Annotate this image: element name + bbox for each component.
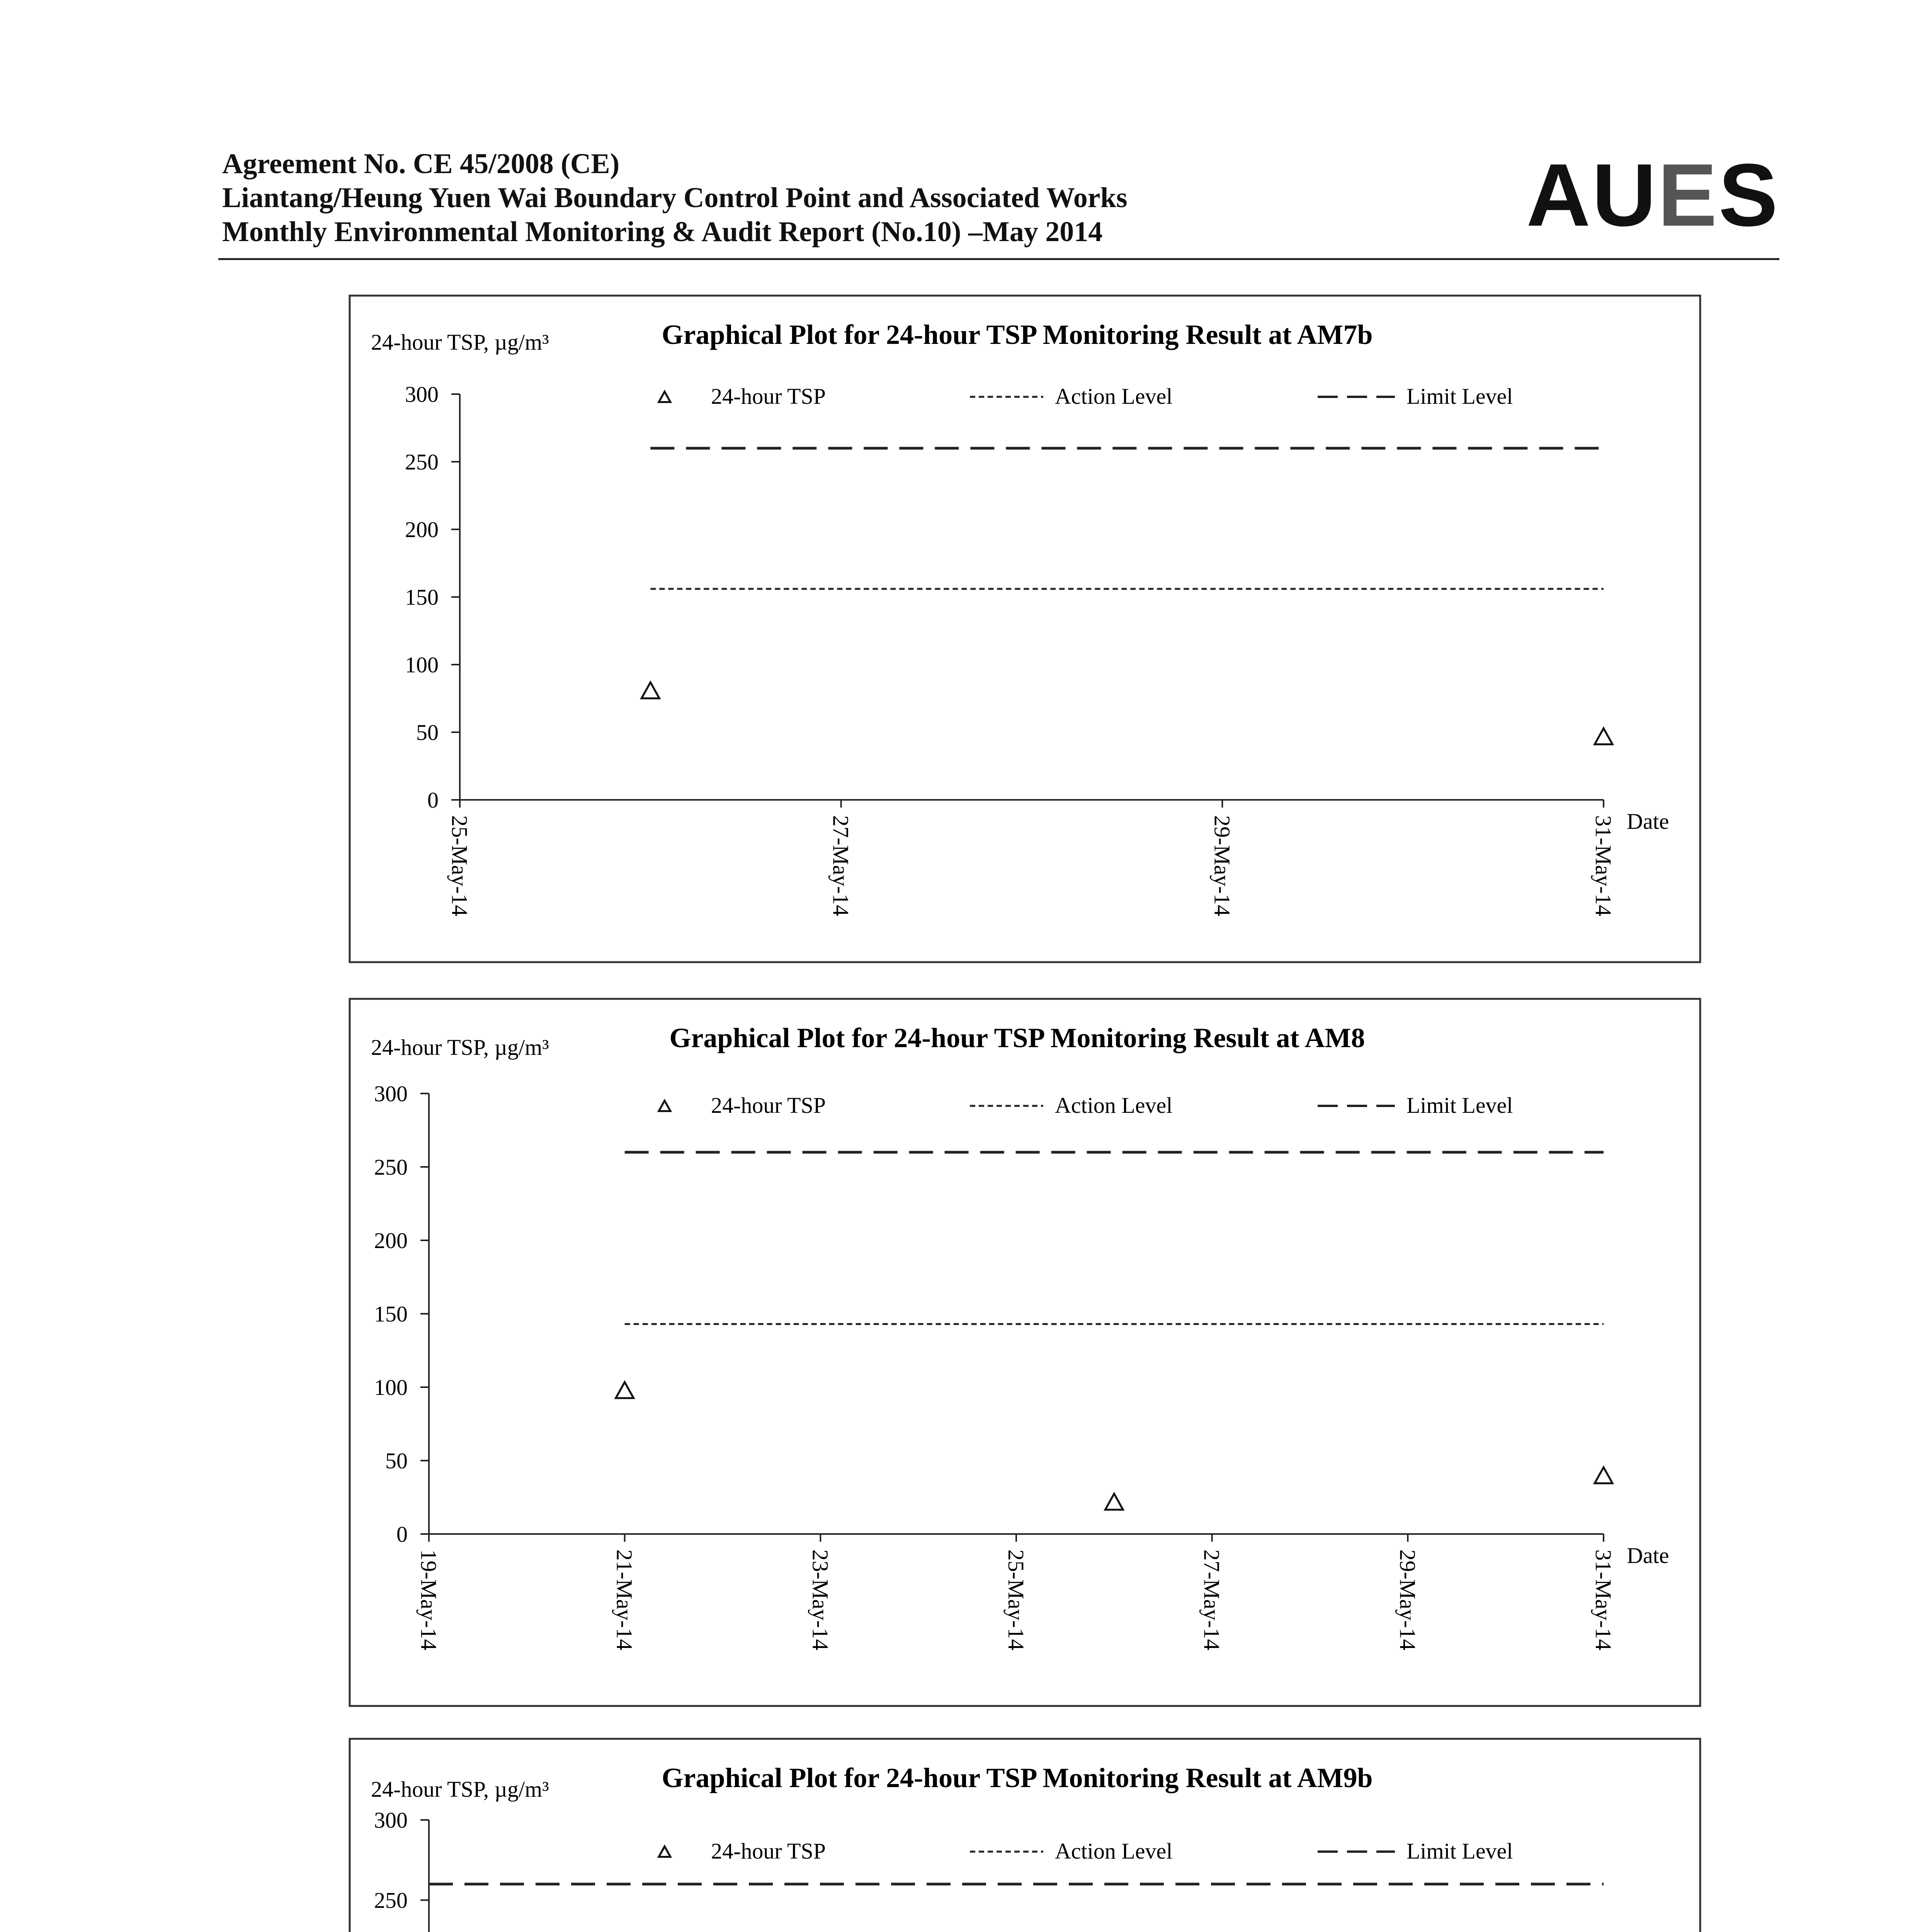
agreement-line: Agreement No. CE 45/2008 (CE) (222, 148, 620, 180)
legend-label-limit: Limit Level (1406, 384, 1513, 409)
project-line: Liantang/Heung Yuen Wai Boundary Control Point and Associated Works (222, 182, 1128, 214)
x-tick-label: 31-May-14 (1591, 1549, 1616, 1650)
x-tick-label: 21-May-14 (612, 1549, 637, 1650)
y-tick-label: 0 (427, 787, 439, 813)
x-tick-label: 29-May-14 (1209, 815, 1235, 916)
legend-marker-tsp (659, 1847, 670, 1857)
logo-part-s: S (1718, 145, 1779, 245)
x-axis-label: Date (1627, 1543, 1669, 1568)
y-axis-label: 24-hour TSP, µg/m³ (371, 1777, 549, 1802)
logo-part-e: E (1658, 145, 1719, 245)
y-tick-label: 250 (405, 449, 439, 474)
chart-title: Graphical Plot for 24-hour TSP Monitoring Result at AM7b (662, 319, 1373, 350)
chart-title: Graphical Plot for 24-hour TSP Monitoring Result at AM8 (669, 1022, 1365, 1053)
y-tick-label: 300 (374, 1808, 408, 1833)
x-tick-label: 27-May-14 (1199, 1549, 1225, 1650)
chart-title: Graphical Plot for 24-hour TSP Monitoring Result at AM9b (662, 1762, 1373, 1793)
y-tick-label: 100 (374, 1375, 408, 1400)
chart-am7b (350, 296, 1700, 962)
logo-part-au: AU (1526, 145, 1658, 245)
x-tick-label: 31-May-14 (1591, 815, 1616, 916)
y-tick-label: 50 (385, 1448, 408, 1473)
x-tick-label: 23-May-14 (808, 1549, 833, 1650)
y-tick-label: 100 (405, 652, 439, 677)
legend-label-limit: Limit Level (1406, 1093, 1513, 1118)
legend-label-tsp: 24-hour TSP (711, 384, 826, 409)
legend-marker-tsp (659, 392, 670, 402)
y-tick-label: 50 (416, 720, 439, 745)
x-tick-label: 29-May-14 (1395, 1549, 1420, 1650)
x-tick-label: 25-May-14 (447, 815, 472, 916)
data-point-am7b-0 (641, 682, 659, 698)
legend-label-tsp: 24-hour TSP (711, 1838, 826, 1864)
chart-am8 (350, 999, 1700, 1706)
y-tick-label: 300 (374, 1081, 408, 1106)
x-tick-label: 25-May-14 (1003, 1549, 1029, 1650)
y-tick-label: 250 (374, 1888, 408, 1913)
legend-label-action: Action Level (1055, 384, 1173, 409)
y-tick-label: 150 (374, 1301, 408, 1327)
y-tick-label: 150 (405, 585, 439, 610)
data-point-am8-2 (1595, 1467, 1612, 1483)
legend-label-action: Action Level (1055, 1093, 1173, 1118)
data-point-am8-1 (1105, 1494, 1123, 1510)
data-point-am7b-1 (1595, 728, 1612, 744)
y-tick-label: 300 (405, 382, 439, 407)
y-tick-label: 250 (374, 1155, 408, 1180)
y-axis-label: 24-hour TSP, µg/m³ (371, 330, 549, 355)
x-tick-label: 27-May-14 (828, 815, 854, 916)
x-axis-label: Date (1627, 809, 1669, 834)
y-tick-label: 0 (396, 1522, 408, 1547)
x-tick-label: 19-May-14 (416, 1549, 441, 1650)
y-tick-label: 200 (405, 517, 439, 542)
legend-marker-tsp (659, 1101, 670, 1111)
y-tick-label: 200 (374, 1228, 408, 1253)
report-line: Monthly Environmental Monitoring & Audit Report (No.10) –May 2014 (222, 216, 1103, 248)
data-point-am8-0 (616, 1382, 634, 1398)
y-axis-label: 24-hour TSP, µg/m³ (371, 1035, 549, 1060)
legend-label-limit: Limit Level (1406, 1838, 1513, 1864)
legend-label-tsp: 24-hour TSP (711, 1093, 826, 1118)
legend-label-action: Action Level (1055, 1838, 1173, 1864)
chart-am9b (350, 1739, 1700, 1932)
